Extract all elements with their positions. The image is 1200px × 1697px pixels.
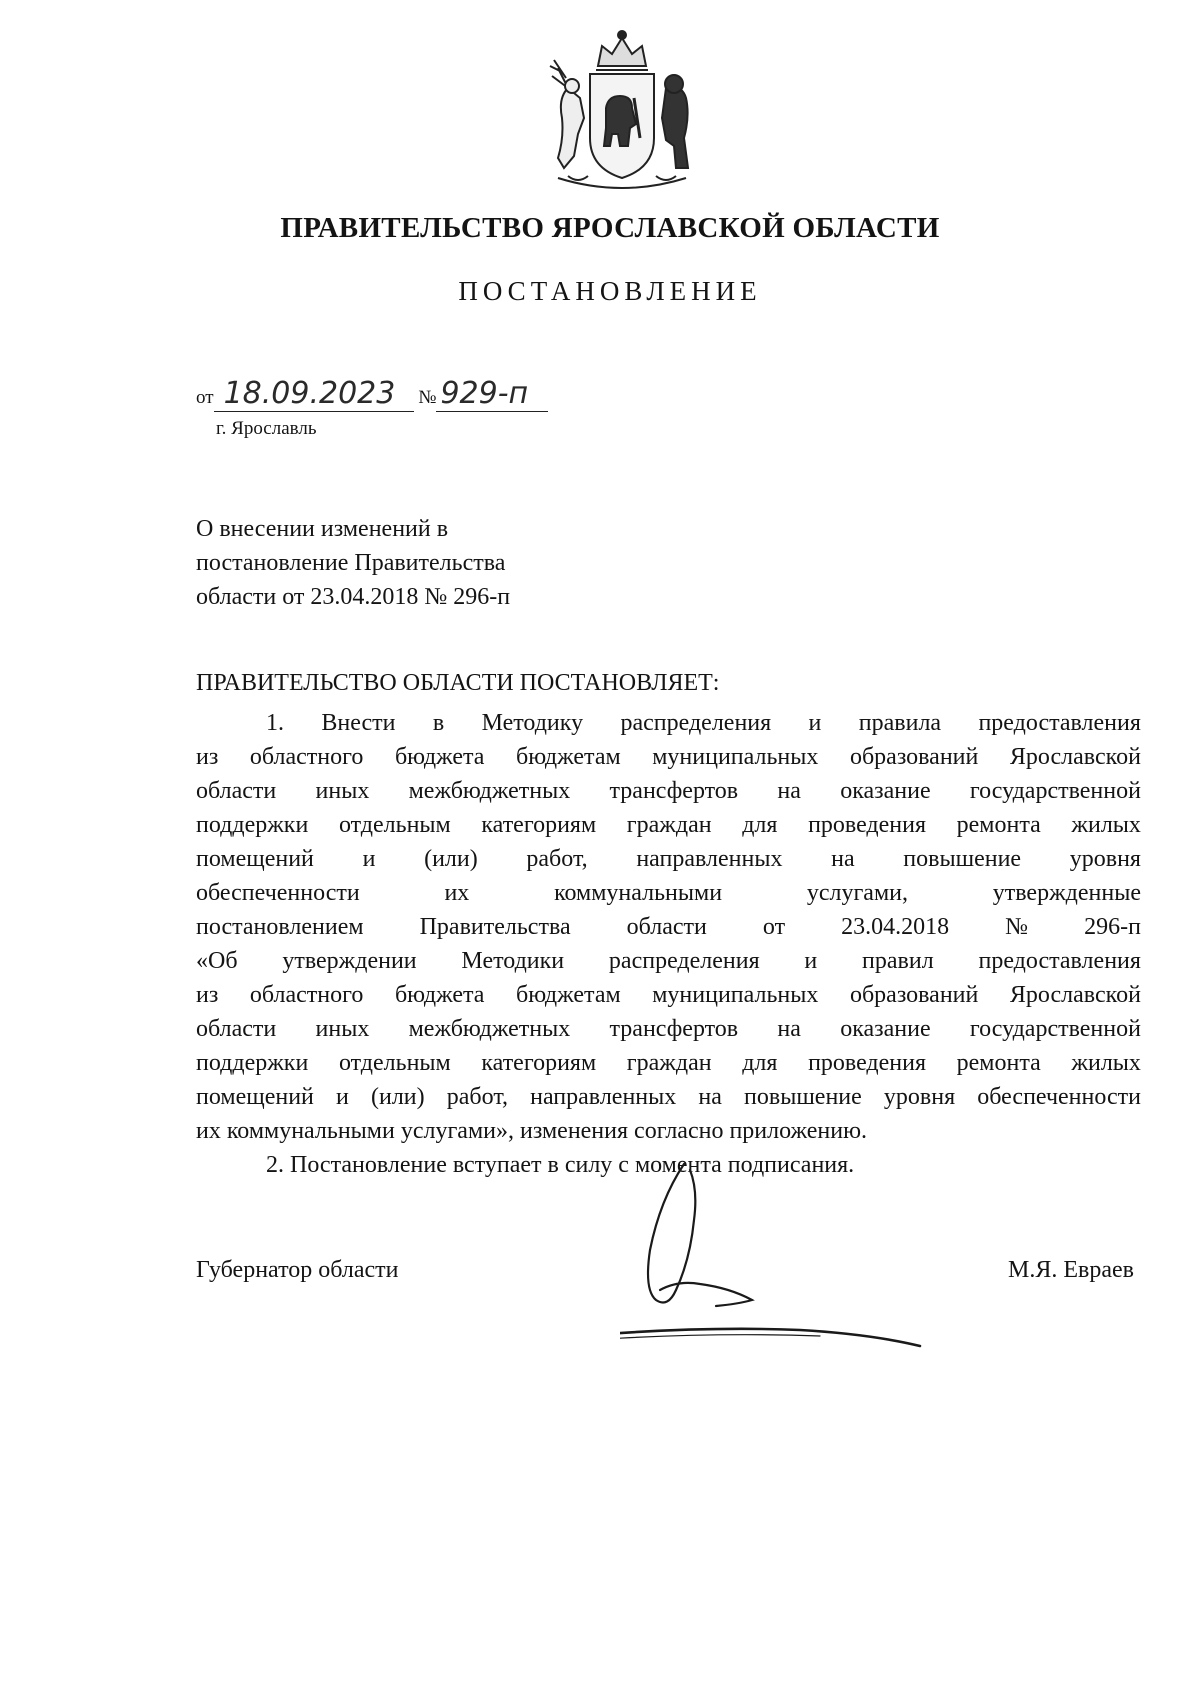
word: в bbox=[432, 710, 445, 736]
word: распределения bbox=[620, 710, 772, 736]
word: межбюджетных bbox=[408, 778, 571, 804]
word: и bbox=[336, 1084, 349, 1110]
word: образований bbox=[849, 744, 979, 770]
word: постановлением bbox=[196, 914, 364, 940]
body-line bbox=[196, 944, 1141, 978]
word: их bbox=[444, 880, 470, 906]
word: Правительства bbox=[419, 914, 571, 940]
word: поддержки bbox=[196, 1050, 309, 1076]
word: отдельным bbox=[338, 812, 451, 838]
word: и bbox=[362, 846, 376, 872]
word: из bbox=[196, 744, 219, 770]
body-text bbox=[196, 706, 1141, 1182]
word: ремонта bbox=[956, 1050, 1041, 1076]
word: жилых bbox=[1071, 1050, 1141, 1076]
word: направленных bbox=[530, 1084, 677, 1110]
word: областного bbox=[249, 744, 364, 770]
word: правила bbox=[858, 710, 942, 736]
word: на bbox=[698, 1084, 722, 1110]
word: Внести bbox=[321, 710, 396, 736]
word: на bbox=[777, 778, 801, 804]
body-line bbox=[196, 740, 1141, 774]
word: бюджета bbox=[394, 744, 485, 770]
word: от bbox=[762, 914, 786, 940]
word: граждан bbox=[626, 812, 712, 838]
word: бюджетам bbox=[515, 982, 621, 1008]
signatory-title: Губернатор области bbox=[196, 1257, 399, 1283]
word: иных bbox=[315, 1016, 370, 1042]
word: Ярославской bbox=[1009, 744, 1141, 770]
word: уровня bbox=[1069, 846, 1141, 872]
word: межбюджетных bbox=[408, 1016, 571, 1042]
word: муниципальных bbox=[652, 982, 819, 1008]
subject-line: области от 23.04.2018 № 296-п bbox=[196, 584, 511, 610]
word: уровня bbox=[883, 1084, 956, 1110]
body-line bbox=[196, 1012, 1141, 1046]
body-line bbox=[196, 876, 1141, 910]
body-line bbox=[196, 1080, 1141, 1114]
word: (или) bbox=[424, 846, 478, 872]
word: категориям bbox=[481, 1050, 597, 1076]
subject-line: постановление Правительства bbox=[196, 550, 506, 576]
word: обеспеченности bbox=[196, 880, 360, 906]
word: Методику bbox=[481, 710, 584, 736]
word: бюджетам bbox=[515, 744, 621, 770]
document-number: 929-п bbox=[436, 376, 548, 412]
word: оказание bbox=[840, 778, 931, 804]
word: из bbox=[196, 982, 219, 1008]
word: утвержденные bbox=[992, 880, 1141, 906]
word: государственной bbox=[969, 1016, 1141, 1042]
word: 1. bbox=[266, 710, 284, 736]
word: категориям bbox=[481, 812, 597, 838]
body-line bbox=[196, 706, 1141, 740]
word: муниципальных bbox=[652, 744, 819, 770]
body-line bbox=[196, 1046, 1141, 1080]
word: обеспеченности bbox=[977, 1084, 1141, 1110]
word: работ, bbox=[526, 846, 588, 872]
body-line bbox=[196, 842, 1141, 876]
word: на bbox=[777, 1016, 801, 1042]
subject-block bbox=[196, 512, 656, 614]
word: направленных bbox=[636, 846, 783, 872]
word: области bbox=[196, 778, 277, 804]
word: и bbox=[804, 948, 818, 974]
word: областного bbox=[249, 982, 364, 1008]
word: бюджета bbox=[394, 982, 485, 1008]
word: 23.04.2018 bbox=[841, 914, 950, 940]
word: помещений bbox=[196, 846, 314, 872]
word: работ, bbox=[446, 1084, 508, 1110]
word: утверждении bbox=[282, 948, 417, 974]
word: жилых bbox=[1071, 812, 1141, 838]
word: оказание bbox=[840, 1016, 931, 1042]
resolves-heading: ПРАВИТЕЛЬСТВО ОБЛАСТИ ПОСТАНОВЛЯЕТ: bbox=[196, 670, 720, 696]
body-line bbox=[196, 978, 1141, 1012]
word: проведения bbox=[808, 812, 927, 838]
word: ремонта bbox=[956, 812, 1041, 838]
signatory-name: М.Я. Евраев bbox=[1008, 1257, 1134, 1283]
body-line bbox=[196, 910, 1141, 944]
number-prefix: № bbox=[418, 387, 437, 408]
word: (или) bbox=[370, 1084, 425, 1110]
word: повышение bbox=[744, 1084, 862, 1110]
body-line bbox=[196, 774, 1141, 808]
word: государственной bbox=[969, 778, 1141, 804]
word: поддержки bbox=[196, 812, 309, 838]
word: трансфертов bbox=[609, 778, 739, 804]
subject-line: О внесении изменений в bbox=[196, 516, 449, 542]
word: трансфертов bbox=[609, 1016, 739, 1042]
word: Методики bbox=[461, 948, 565, 974]
body-line: их коммунальными услугами», изменения согласно приложению. bbox=[196, 1118, 868, 1144]
word: распределения bbox=[608, 948, 760, 974]
word: № bbox=[1005, 914, 1029, 940]
word: «Об bbox=[196, 948, 238, 974]
city: г. Ярославль bbox=[216, 418, 317, 439]
word: и bbox=[808, 710, 822, 736]
document-type: ПОСТАНОВЛЕНИЕ bbox=[458, 276, 762, 306]
word: на bbox=[831, 846, 855, 872]
word: Ярославской bbox=[1009, 982, 1141, 1008]
word: правил bbox=[862, 948, 934, 974]
yaroslavl-coat-of-arms-icon bbox=[528, 28, 716, 193]
body-line bbox=[196, 808, 1141, 842]
word: для bbox=[742, 1050, 778, 1076]
word: области bbox=[626, 914, 707, 940]
body-line-item2: 2. Постановление вступает в силу с момента подписания. bbox=[266, 1152, 855, 1178]
word: образований bbox=[849, 982, 979, 1008]
date-number-line bbox=[196, 376, 548, 412]
organization-title: ПРАВИТЕЛЬСТВО ЯРОСЛАВСКОЙ ОБЛАСТИ bbox=[280, 212, 940, 244]
word: для bbox=[742, 812, 778, 838]
word: 296-п bbox=[1084, 914, 1141, 940]
word: предоставления bbox=[978, 948, 1141, 974]
word: услугами, bbox=[806, 880, 908, 906]
word: помещений bbox=[196, 1084, 314, 1110]
date-prefix: от bbox=[196, 387, 214, 408]
word: области bbox=[196, 1016, 277, 1042]
word: коммунальными bbox=[554, 880, 723, 906]
word: иных bbox=[315, 778, 370, 804]
document-date: 18.09.2023 bbox=[214, 376, 414, 412]
word: повышение bbox=[903, 846, 1022, 872]
word: проведения bbox=[808, 1050, 927, 1076]
handwritten-signature-icon bbox=[620, 1140, 960, 1360]
word: граждан bbox=[626, 1050, 712, 1076]
word: предоставления bbox=[978, 710, 1141, 736]
word: отдельным bbox=[338, 1050, 451, 1076]
